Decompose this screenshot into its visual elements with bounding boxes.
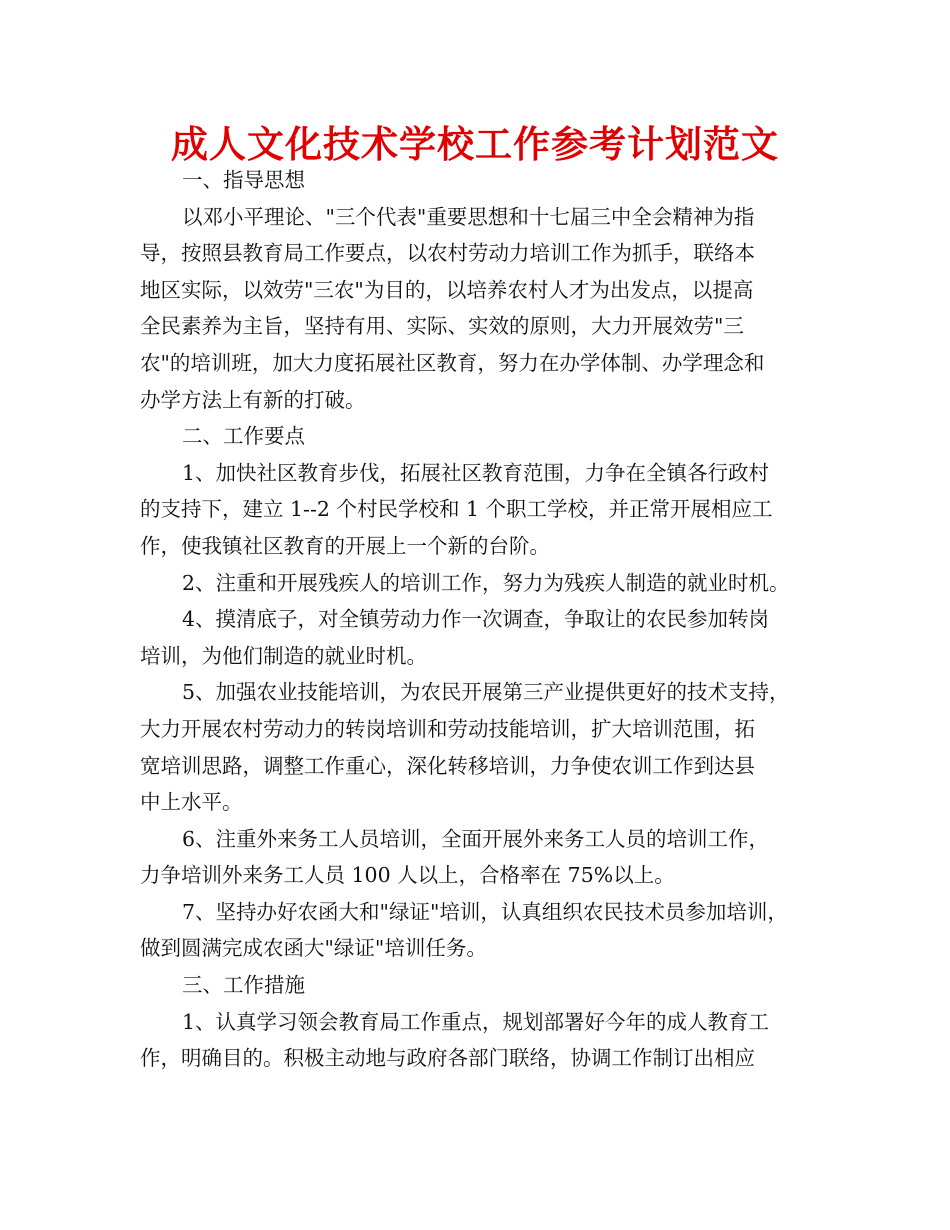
paragraph-line: 全民素养为主旨，坚持有用、实际、实效的原则，大力开展效劳"三 bbox=[140, 314, 744, 339]
document-title: 成人文化技术学校工作参考计划范文 bbox=[171, 123, 779, 166]
paragraph-line: 力争培训外来务工人员 100 人以上，合格率在 75%以上。 bbox=[140, 863, 675, 888]
document-body bbox=[140, 162, 815, 1077]
paragraph-line: 2、注重和开展残疾人的培训工作，努力为残疾人制造的就业时机。 bbox=[182, 570, 790, 595]
paragraph-line: 地区实际，以效劳"三农"为目的，以培养农村人才为出发点，以提高 bbox=[140, 277, 754, 302]
paragraph-line: 大力开展农村劳动力的转岗培训和劳动技能培训，扩大培训范围，拓 bbox=[140, 716, 755, 741]
paragraph-line: 一、指导思想 bbox=[182, 168, 305, 192]
paragraph-line: 导，按照县教育局工作要点，以农村劳动力培训工作为抓手，联络本 bbox=[140, 241, 755, 266]
paragraph-line: 6、注重外来务工人员培训，全面开展外来务工人员的培训工作， bbox=[182, 826, 770, 851]
paragraph-line: 1、加快社区教育步伐，拓展社区教育范围，力争在全镇各行政村 bbox=[182, 460, 770, 485]
paragraph-line: 培训，为他们制造的就业时机。 bbox=[140, 643, 427, 668]
paragraph-line: 中上水平。 bbox=[140, 790, 243, 815]
paragraph-line: 5、加强农业技能培训，为农民开展第三产业提供更好的技术支持， bbox=[182, 680, 790, 705]
paragraph-line: 的支持下，建立 1--2 个村民学校和 1 个职工学校，并正常开展相应工 bbox=[140, 497, 773, 522]
paragraph-line: 农"的培训班，加大力度拓展社区教育，努力在办学体制、办学理念和 bbox=[140, 350, 765, 375]
paragraph-line: 二、工作要点 bbox=[182, 424, 305, 449]
paragraph-line: 4、摸清底子，对全镇劳动力作一次调查，争取让的农民参加转岗 bbox=[182, 607, 770, 632]
paragraph-line: 办学方法上有新的打破。 bbox=[140, 387, 366, 412]
paragraph-line: 做到圆满完成农函大"绿证"培训任务。 bbox=[140, 936, 487, 961]
paragraph-line: 宽培训思路，调整工作重心，深化转移培训，力争使农训工作到达县 bbox=[140, 753, 755, 778]
paragraph-line: 三、工作措施 bbox=[182, 973, 305, 998]
paragraph-line: 以邓小平理论、"三个代表"重要思想和十七届三中全会精神为指 bbox=[182, 204, 755, 229]
paragraph-line: 作，明确目的。积极主动地与政府各部门联络，协调工作制订出相应 bbox=[140, 1046, 755, 1071]
paragraph-line: 作，使我镇社区教育的开展上一个新的台阶。 bbox=[140, 533, 550, 558]
paragraph-line: 1、认真学习领会教育局工作重点，规划部署好今年的成人教育工 bbox=[182, 1009, 770, 1034]
paragraph-line: 7、坚持办好农函大和"绿证"培训，认真组织农民技术员参加培训， bbox=[182, 899, 788, 924]
